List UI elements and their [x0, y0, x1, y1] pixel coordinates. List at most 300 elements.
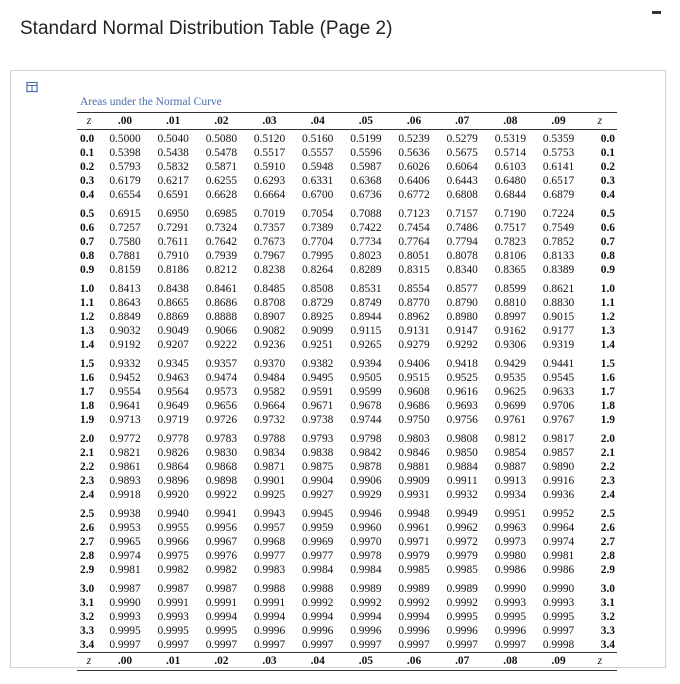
probability-cell: 0.8051 [398, 250, 430, 262]
probability-cell: 0.9913 [494, 475, 527, 487]
table-row [77, 235, 617, 249]
probability-cell: 0.9236 [253, 339, 286, 351]
probability-cell: 0.8212 [205, 264, 238, 276]
row-z-value: 2.5 [80, 508, 95, 520]
probability-cell: 0.9962 [446, 522, 478, 534]
probability-cell: 0.6368 [350, 175, 382, 187]
probability-cell: 0.9949 [446, 508, 478, 520]
probability-cell: 0.6591 [157, 189, 189, 201]
probability-cell: 0.6064 [446, 161, 478, 173]
table-row [77, 488, 617, 502]
probability-cell: 0.8599 [494, 283, 527, 295]
probability-cell: 0.9994 [398, 611, 430, 623]
probability-cell: 0.9222 [205, 339, 238, 351]
probability-cell: 0.9997 [398, 639, 430, 651]
probability-cell: 0.9996 [446, 625, 478, 637]
probability-cell: 0.9838 [302, 447, 334, 459]
probability-cell: 0.9989 [446, 583, 478, 595]
probability-cell: 0.9884 [446, 461, 478, 473]
footer-col-label: .07 [438, 653, 486, 671]
table-row [77, 460, 617, 474]
probability-cell: 0.9616 [446, 386, 478, 398]
probability-cell: 0.5199 [350, 133, 382, 145]
probability-cell: 0.9846 [398, 447, 430, 459]
probability-cell: 0.9932 [446, 489, 478, 501]
probability-cell: 0.9599 [350, 386, 382, 398]
probability-cell: 0.9920 [157, 489, 189, 501]
probability-cell: 0.8531 [350, 283, 382, 295]
probability-cell: 0.6736 [350, 189, 382, 201]
probability-cell: 0.9996 [494, 625, 527, 637]
table-row [77, 249, 617, 263]
probability-cell: 0.9995 [446, 611, 478, 623]
row-z-value-right: 1.4 [600, 339, 615, 351]
header-col-label: .09 [534, 113, 582, 130]
probability-cell: 0.9997 [205, 639, 238, 651]
row-z-value: 2.1 [80, 447, 95, 459]
row-z-value: 3.4 [80, 639, 95, 651]
probability-cell: 0.5000 [109, 133, 141, 145]
probability-cell: 0.9750 [398, 414, 430, 426]
probability-cell: 0.9207 [157, 339, 189, 351]
table-row [77, 296, 617, 310]
probability-cell: 0.8289 [350, 264, 382, 276]
probability-cell: 0.8643 [109, 297, 141, 309]
table-row [77, 371, 617, 385]
probability-cell: 0.7580 [109, 236, 141, 248]
probability-cell: 0.6808 [446, 189, 478, 201]
probability-cell: 0.7995 [302, 250, 334, 262]
probability-cell: 0.9909 [398, 475, 430, 487]
row-z-value: 2.9 [80, 564, 95, 576]
probability-cell: 0.8461 [205, 283, 238, 295]
probability-cell: 0.6554 [109, 189, 141, 201]
probability-cell: 0.9982 [205, 564, 238, 576]
probability-cell: 0.9861 [109, 461, 141, 473]
table-row [77, 427, 617, 446]
row-z-value-right: 1.7 [600, 386, 615, 398]
probability-cell: 0.5557 [302, 147, 334, 159]
probability-cell: 0.9992 [446, 597, 478, 609]
row-z-value-right: 3.3 [600, 625, 615, 637]
probability-cell: 0.9996 [302, 625, 334, 637]
probability-cell: 0.8340 [446, 264, 478, 276]
probability-cell: 0.5793 [109, 161, 141, 173]
probability-cell: 0.6293 [253, 175, 286, 187]
probability-cell: 0.9977 [302, 550, 334, 562]
probability-cell: 0.9960 [350, 522, 382, 534]
probability-cell: 0.9997 [494, 639, 527, 651]
probability-cell: 0.7486 [446, 222, 478, 234]
probability-cell: 0.9878 [350, 461, 382, 473]
probability-cell: 0.9992 [350, 597, 382, 609]
probability-cell: 0.9961 [398, 522, 430, 534]
probability-cell: 0.6628 [205, 189, 238, 201]
row-z-value-right: 1.1 [600, 297, 615, 309]
probability-cell: 0.9988 [253, 583, 286, 595]
probability-cell: 0.8790 [446, 297, 478, 309]
row-z-value: 3.3 [80, 625, 95, 637]
probability-cell: 0.5120 [253, 133, 286, 145]
row-z-value-right: 3.4 [600, 639, 615, 651]
probability-cell: 0.5910 [253, 161, 286, 173]
row-z-value-right: 0.5 [600, 208, 615, 220]
probability-cell: 0.7454 [398, 222, 430, 234]
row-z-value: 1.0 [80, 283, 95, 295]
row-z-value-right: 2.3 [600, 475, 615, 487]
probability-cell: 0.9945 [302, 508, 334, 520]
footer-col-label: .05 [342, 653, 390, 671]
probability-cell: 0.9992 [398, 597, 430, 609]
probability-cell: 0.9989 [398, 583, 430, 595]
table-row [77, 399, 617, 413]
probability-cell: 0.9893 [109, 475, 141, 487]
window-control-minimize[interactable] [652, 11, 661, 14]
probability-cell: 0.9938 [109, 508, 141, 520]
probability-cell: 0.6844 [494, 189, 527, 201]
probability-cell: 0.5478 [205, 147, 238, 159]
probability-cell: 0.9981 [109, 564, 141, 576]
probability-cell: 0.9656 [205, 400, 238, 412]
probability-cell: 0.8023 [350, 250, 382, 262]
probability-cell: 0.6179 [109, 175, 141, 187]
probability-cell: 0.6915 [109, 208, 141, 220]
row-z-value-right: 0.0 [600, 133, 615, 145]
probability-cell: 0.9997 [157, 639, 189, 651]
row-z-value: 1.9 [80, 414, 95, 426]
probability-cell: 0.9115 [350, 325, 382, 337]
probability-cell: 0.9990 [542, 583, 575, 595]
probability-cell: 0.9783 [205, 433, 238, 445]
probability-cell: 0.9778 [157, 433, 189, 445]
probability-cell: 0.9147 [446, 325, 478, 337]
probability-cell: 0.9994 [205, 611, 238, 623]
probability-cell: 0.7549 [542, 222, 575, 234]
probability-cell: 0.8749 [350, 297, 382, 309]
probability-cell: 0.9808 [446, 433, 478, 445]
probability-cell: 0.7054 [302, 208, 334, 220]
probability-cell: 0.9608 [398, 386, 430, 398]
probability-cell: 0.9996 [398, 625, 430, 637]
probability-cell: 0.9964 [542, 522, 575, 534]
probability-cell: 0.9952 [542, 508, 575, 520]
probability-cell: 0.8925 [302, 311, 334, 323]
probability-cell: 0.9767 [542, 414, 575, 426]
probability-cell: 0.9015 [542, 311, 575, 323]
footer-z-label: z [77, 653, 101, 671]
row-z-value-right: 1.0 [600, 283, 615, 295]
probability-cell: 0.7673 [253, 236, 286, 248]
row-z-value-right: 0.6 [600, 222, 615, 234]
row-z-value-right: 2.8 [600, 550, 615, 562]
probability-cell: 0.9972 [446, 536, 478, 548]
probability-cell: 0.9686 [398, 400, 430, 412]
table-row [77, 521, 617, 535]
probability-cell: 0.9099 [302, 325, 334, 337]
table-row [77, 160, 617, 174]
probability-cell: 0.9812 [494, 433, 527, 445]
probability-cell: 0.8997 [494, 311, 527, 323]
probability-cell: 0.9988 [302, 583, 334, 595]
row-z-value: 2.0 [80, 433, 95, 445]
probability-cell: 0.6664 [253, 189, 286, 201]
table-row [77, 174, 617, 188]
probability-cell: 0.9904 [302, 475, 334, 487]
probability-cell: 0.9997 [446, 639, 478, 651]
table-row [77, 610, 617, 624]
probability-cell: 0.9525 [446, 372, 478, 384]
probability-cell: 0.9994 [253, 611, 286, 623]
probability-cell: 0.9968 [253, 536, 286, 548]
probability-cell: 0.9993 [157, 611, 189, 623]
probability-cell: 0.9821 [109, 447, 141, 459]
footer-col-label: .04 [294, 653, 342, 671]
row-z-value-right: 1.6 [600, 372, 615, 384]
probability-cell: 0.9713 [109, 414, 141, 426]
row-z-value-right: 2.9 [600, 564, 615, 576]
probability-cell: 0.8944 [350, 311, 382, 323]
probability-cell: 0.9929 [350, 489, 382, 501]
probability-cell: 0.9772 [109, 433, 141, 445]
table-row [77, 563, 617, 577]
table-row [77, 385, 617, 399]
probability-cell: 0.5871 [205, 161, 238, 173]
probability-cell: 0.9940 [157, 508, 189, 520]
probability-cell: 0.5359 [542, 133, 575, 145]
row-z-value: 0.1 [80, 147, 95, 159]
row-z-value: 2.7 [80, 536, 95, 548]
row-z-value: 1.3 [80, 325, 95, 337]
probability-cell: 0.8980 [446, 311, 478, 323]
probability-cell: 0.9970 [350, 536, 382, 548]
probability-cell: 0.7019 [253, 208, 286, 220]
probability-cell: 0.9850 [446, 447, 478, 459]
probability-cell: 0.9625 [494, 386, 527, 398]
table-row [77, 596, 617, 610]
probability-cell: 0.7794 [446, 236, 478, 248]
row-z-value: 0.9 [80, 264, 95, 276]
row-z-value: 2.3 [80, 475, 95, 487]
probability-cell: 0.9875 [302, 461, 334, 473]
row-z-value-right: 1.2 [600, 311, 615, 323]
probability-cell: 0.9993 [542, 597, 575, 609]
probability-cell: 0.9963 [494, 522, 527, 534]
row-z-value: 1.7 [80, 386, 95, 398]
probability-cell: 0.9979 [446, 550, 478, 562]
probability-cell: 0.9641 [109, 400, 141, 412]
probability-cell: 0.6517 [542, 175, 575, 187]
probability-cell: 0.7967 [253, 250, 286, 262]
probability-cell: 0.9973 [494, 536, 527, 548]
table-row [77, 188, 617, 202]
header-col-label: .06 [390, 113, 438, 130]
probability-cell: 0.7517 [494, 222, 527, 234]
probability-cell: 0.6331 [302, 175, 334, 187]
probability-cell: 0.9997 [109, 639, 141, 651]
table-row [77, 338, 617, 352]
probability-cell: 0.5160 [302, 133, 334, 145]
probability-cell: 0.9978 [350, 550, 382, 562]
probability-cell: 0.5948 [302, 161, 334, 173]
probability-cell: 0.9991 [253, 597, 286, 609]
table-header-row [77, 113, 617, 130]
probability-cell: 0.8106 [494, 250, 527, 262]
probability-cell: 0.7422 [350, 222, 382, 234]
table-row [77, 474, 617, 488]
probability-cell: 0.8485 [253, 283, 286, 295]
probability-cell: 0.9864 [157, 461, 189, 473]
probability-cell: 0.9545 [542, 372, 575, 384]
row-z-value-right: 2.1 [600, 447, 615, 459]
table-footer-row [77, 653, 617, 671]
probability-cell: 0.9987 [205, 583, 238, 595]
probability-cell: 0.7324 [205, 222, 238, 234]
row-z-value-right: 0.9 [600, 264, 615, 276]
probability-cell: 0.5675 [446, 147, 478, 159]
probability-cell: 0.9985 [398, 564, 430, 576]
probability-cell: 0.9719 [157, 414, 189, 426]
probability-cell: 0.5319 [494, 133, 527, 145]
probability-cell: 0.5714 [494, 147, 527, 159]
probability-cell: 0.9995 [494, 611, 527, 623]
probability-cell: 0.9049 [157, 325, 189, 337]
table-row [77, 263, 617, 277]
probability-cell: 0.9987 [109, 583, 141, 595]
probability-cell: 0.7157 [446, 208, 478, 220]
probability-cell: 0.9535 [494, 372, 527, 384]
probability-cell: 0.8508 [302, 283, 334, 295]
row-z-value-right: 2.7 [600, 536, 615, 548]
probability-cell: 0.7823 [494, 236, 527, 248]
probability-cell: 0.9788 [253, 433, 286, 445]
row-z-value-right: 1.9 [600, 414, 615, 426]
probability-cell: 0.9582 [253, 386, 286, 398]
probability-cell: 0.9292 [446, 339, 478, 351]
row-z-value-right: 1.5 [600, 358, 615, 370]
probability-cell: 0.9649 [157, 400, 189, 412]
probability-cell: 0.7357 [253, 222, 286, 234]
probability-cell: 0.7224 [542, 208, 575, 220]
probability-cell: 0.9671 [302, 400, 334, 412]
probability-cell: 0.5080 [205, 133, 238, 145]
probability-cell: 0.9887 [494, 461, 527, 473]
probability-cell: 0.8078 [446, 250, 478, 262]
header-col-label: .00 [101, 113, 149, 130]
probability-cell: 0.9474 [205, 372, 238, 384]
probability-cell: 0.9998 [542, 639, 575, 651]
row-z-value-right: 3.1 [600, 597, 615, 609]
probability-cell: 0.9678 [350, 400, 382, 412]
probability-cell: 0.6772 [398, 189, 430, 201]
probability-cell: 0.9699 [494, 400, 527, 412]
row-z-value: 2.6 [80, 522, 95, 534]
probability-cell: 0.9761 [494, 414, 527, 426]
probability-cell: 0.6026 [398, 161, 430, 173]
probability-cell: 0.9484 [253, 372, 286, 384]
probability-cell: 0.9177 [542, 325, 575, 337]
probability-cell: 0.9985 [446, 564, 478, 576]
probability-cell: 0.9934 [494, 489, 527, 501]
probability-cell: 0.9793 [302, 433, 334, 445]
probability-cell: 0.9265 [350, 339, 382, 351]
probability-cell: 0.7123 [398, 208, 430, 220]
probability-cell: 0.9990 [494, 583, 527, 595]
row-z-value: 3.1 [80, 597, 95, 609]
row-z-value-right: 0.4 [600, 189, 615, 201]
probability-cell: 0.9495 [302, 372, 334, 384]
probability-cell: 0.9974 [109, 550, 141, 562]
table-row [77, 352, 617, 371]
probability-cell: 0.7611 [157, 236, 189, 248]
probability-cell: 0.9382 [302, 358, 334, 370]
probability-cell: 0.9756 [446, 414, 478, 426]
probability-cell: 0.9957 [253, 522, 286, 534]
probability-cell: 0.6700 [302, 189, 334, 201]
row-z-value-right: 0.2 [600, 161, 615, 173]
probability-cell: 0.9842 [350, 447, 382, 459]
probability-cell: 0.8577 [446, 283, 478, 295]
probability-cell: 0.9979 [398, 550, 430, 562]
probability-cell: 0.8830 [542, 297, 575, 309]
probability-cell: 0.9871 [253, 461, 286, 473]
probability-cell: 0.9975 [157, 550, 189, 562]
probability-cell: 0.9997 [350, 639, 382, 651]
probability-cell: 0.9948 [398, 508, 430, 520]
probability-cell: 0.9830 [205, 447, 238, 459]
table-row [77, 502, 617, 521]
probability-cell: 0.9911 [446, 475, 478, 487]
probability-cell: 0.9977 [253, 550, 286, 562]
header-col-label: .05 [342, 113, 390, 130]
row-z-value: 0.3 [80, 175, 95, 187]
probability-cell: 0.6985 [205, 208, 238, 220]
probability-cell: 0.9983 [253, 564, 286, 576]
probability-cell: 0.9992 [302, 597, 334, 609]
probability-cell: 0.9463 [157, 372, 189, 384]
probability-cell: 0.6217 [157, 175, 189, 187]
probability-cell: 0.9591 [302, 386, 334, 398]
probability-cell: 0.9554 [109, 386, 141, 398]
probability-cell: 0.6950 [157, 208, 189, 220]
probability-cell: 0.9357 [205, 358, 238, 370]
probability-cell: 0.9967 [205, 536, 238, 548]
probability-cell: 0.9956 [205, 522, 238, 534]
probability-cell: 0.6141 [542, 161, 575, 173]
probability-cell: 0.8186 [157, 264, 189, 276]
probability-cell: 0.5517 [253, 147, 286, 159]
probability-cell: 0.9951 [494, 508, 527, 520]
probability-cell: 0.9868 [205, 461, 238, 473]
probability-cell: 0.9082 [253, 325, 286, 337]
probability-cell: 0.9066 [205, 325, 238, 337]
row-z-value-right: 3.0 [600, 583, 615, 595]
probability-cell: 0.7764 [398, 236, 430, 248]
row-z-value-right: 2.5 [600, 508, 615, 520]
footer-col-label: .03 [245, 653, 293, 671]
probability-cell: 0.6255 [205, 175, 238, 187]
probability-cell: 0.9953 [109, 522, 141, 534]
header-col-label: .03 [245, 113, 293, 130]
probability-cell: 0.8315 [398, 264, 430, 276]
probability-cell: 0.8888 [205, 311, 238, 323]
probability-cell: 0.9984 [302, 564, 334, 576]
table-row [77, 535, 617, 549]
header-col-label: .08 [486, 113, 534, 130]
probability-cell: 0.9279 [398, 339, 430, 351]
probability-cell: 0.9394 [350, 358, 382, 370]
probability-cell: 0.9906 [350, 475, 382, 487]
probability-cell: 0.9997 [253, 639, 286, 651]
